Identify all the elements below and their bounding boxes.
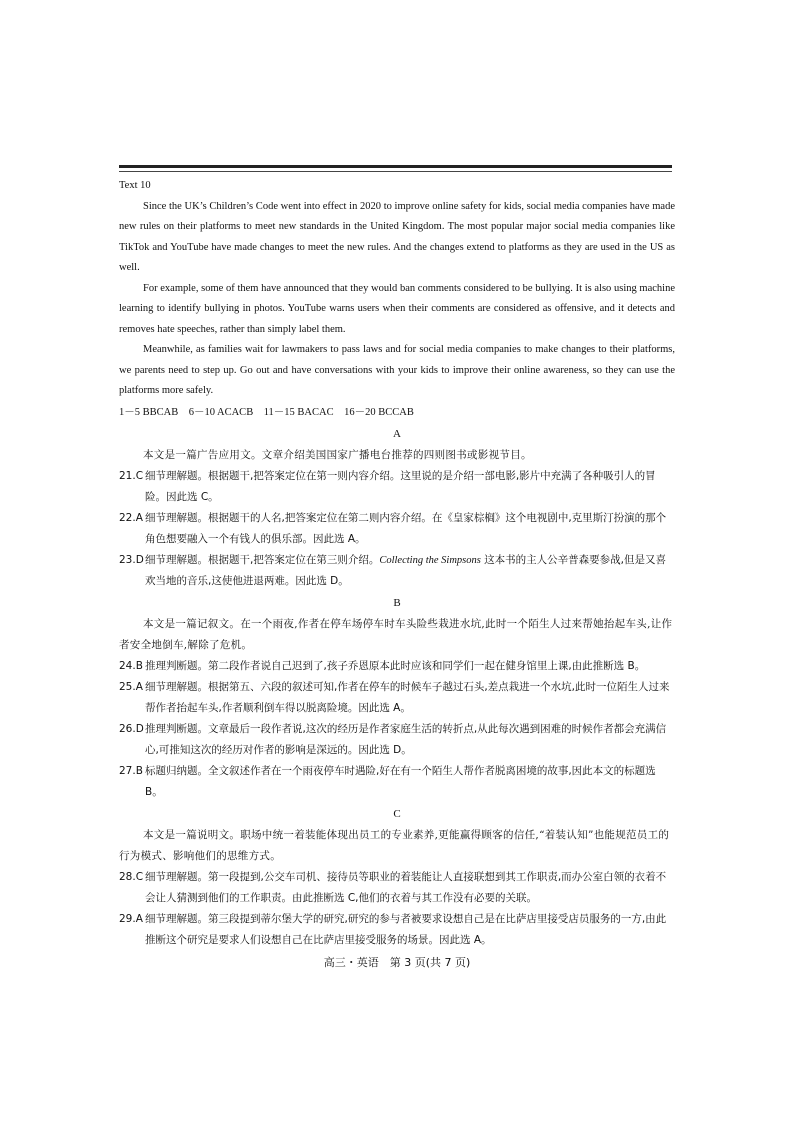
section-b-summary: 本文是一篇记叙文。在一个雨夜,作者在停车场停车时车头险些栽进水坑,此时一个陌生人过来帮她抬起车头,让作者安全地倒车,解除了危机。: [119, 617, 673, 651]
answer-explanation: 细节理解题。根据第五、六段的叙述可知,作者在停车的时候车子越过石头,差点栽进一个水坑,此时一位陌生人过来帮作者抬起车头,作者顺利倒车得以脱离险境。因此选 A。: [145, 680, 670, 714]
answer-explanation: 标题归纳题。全文叙述作者在一个雨夜停车时遇险,好在有一个陌生人帮作者脱离困境的故事,因此本文的标题选 B。: [145, 764, 656, 798]
answer-29: [119, 909, 675, 951]
answer-explanation: 推理判断题。文章最后一段作者说,这次的经历是作者家庭生活的转折点,从此每次遇到困难的时候作者都会充满信心,可推知这次的经历对作者的影响是深远的。因此选 D。: [145, 722, 667, 756]
top-rule-thick: [119, 165, 672, 168]
text10-passage: [119, 176, 675, 402]
answer-explanation: 细节理解题。第一段提到,公交车司机、接待员等职业的着装能让人直接联想到其工作职责,而办公室白领的衣着不会让人猜测到他们的工作职责。由此推断选 C,他们的衣着与其工作没有必要的关联。: [145, 870, 667, 904]
answer-25: [119, 677, 675, 719]
answer-number: 26.D: [119, 722, 144, 735]
section-b-heading: B: [393, 596, 401, 609]
answer-number: 28.C: [119, 870, 144, 883]
page-footer: 高三・英语 第 3 页(共 7 页): [323, 956, 471, 969]
answer-number: 22.A: [119, 511, 143, 524]
answer-number: 25.A: [119, 680, 143, 693]
answer-explanation: 细节理解题。第三段提到蒂尔堡大学的研究,研究的参与者被要求设想自己是在比萨店里接受店员服务的一方,由此推断这个研究是要求人们设想自己在比萨店里接受服务的场景。因此选 A。: [145, 912, 667, 946]
answer-explanation: 推理判断题。第二段作者说自己迟到了,孩子乔恩原本此时应该和同学们一起在健身馆里上课,由此推断选 B。: [145, 659, 646, 672]
text10-paragraph-3: Meanwhile, as families wait for lawmakers to pass laws and for social media companies to make changes to their platforms, we parents need to step up. Go out and have conversations with your kids to improve their online awareness, so they can use the platforms more safely.: [119, 344, 675, 396]
answer-number: 21.C: [119, 469, 144, 482]
answer-28: [119, 867, 675, 909]
page-content: [119, 176, 675, 951]
section-a-summary: 本文是一篇广告应用文。文章介绍美国国家广播电台推荐的四则图书或影视节目。: [143, 448, 532, 461]
answer-number: 23.D: [119, 553, 144, 566]
text10-paragraph-1: Since the UK’s Children’s Code went into effect in 2020 to improve online safety for kids, social media companies have made new rules on their platforms to meet new standards in the United Kingdom. The most popular major social media companies like TikTok and YouTube have made changes to meet the new rules. And the changes extend to platforms as they are used in the US as well.: [119, 200, 675, 273]
text10-heading: Text 10: [119, 180, 151, 191]
answer-21: [119, 466, 675, 508]
answer-number: 27.B: [119, 764, 143, 777]
section-c-heading: C: [393, 807, 401, 820]
section-c-summary: 本文是一篇说明文。职场中统一着装能体现出员工的专业素养,更能赢得顾客的信任,“着装认知”也能规范员工的行为模式、影响他们的思维方式。: [119, 828, 670, 862]
answer-explanation-pre: 细节理解题。根据题干,把答案定位在第三则介绍。: [145, 553, 380, 566]
section-a-heading: A: [393, 427, 401, 440]
answer-number: 24.B: [119, 659, 143, 672]
answer-key-1-20: 1－5 BBCAB 6－10 ACACB 11－15 BACAC 16－20 BCCAB: [119, 406, 414, 418]
answer-26: [119, 719, 675, 761]
answer-24: [119, 656, 675, 677]
answer-explanation: 细节理解题。根据题干的人名,把答案定位在第二则内容介绍。在《皇家棕榈》这个电视剧中,克里斯汀扮演的那个角色想要融入一个有钱人的俱乐部。因此选 A。: [145, 511, 667, 545]
answer-number: 29.A: [119, 912, 143, 925]
book-title: Collecting the Simpsons: [379, 554, 481, 566]
answer-27: [119, 761, 675, 803]
top-rule-thin: [119, 171, 672, 172]
answer-23: [119, 550, 675, 592]
answer-explanation: 细节理解题。根据题干,把答案定位在第一则内容介绍。这里说的是介绍一部电影,影片中充满了各种吸引人的冒险。因此选 C。: [145, 469, 656, 503]
answer-explanation: 这本书的主人公辛普森要参战,但是又喜欢当地的音乐,这使他进退两难。因此选 D。: [145, 553, 667, 587]
text10-paragraph-2: For example, some of them have announced that they would ban comments considered to be bullying. It is also using machine learning to identify bullying in photos. YouTube warns users when their comments are considered as offensive, and it detects and removes hate speeches, rather than simply label them.: [119, 282, 675, 335]
answer-22: [119, 508, 675, 550]
